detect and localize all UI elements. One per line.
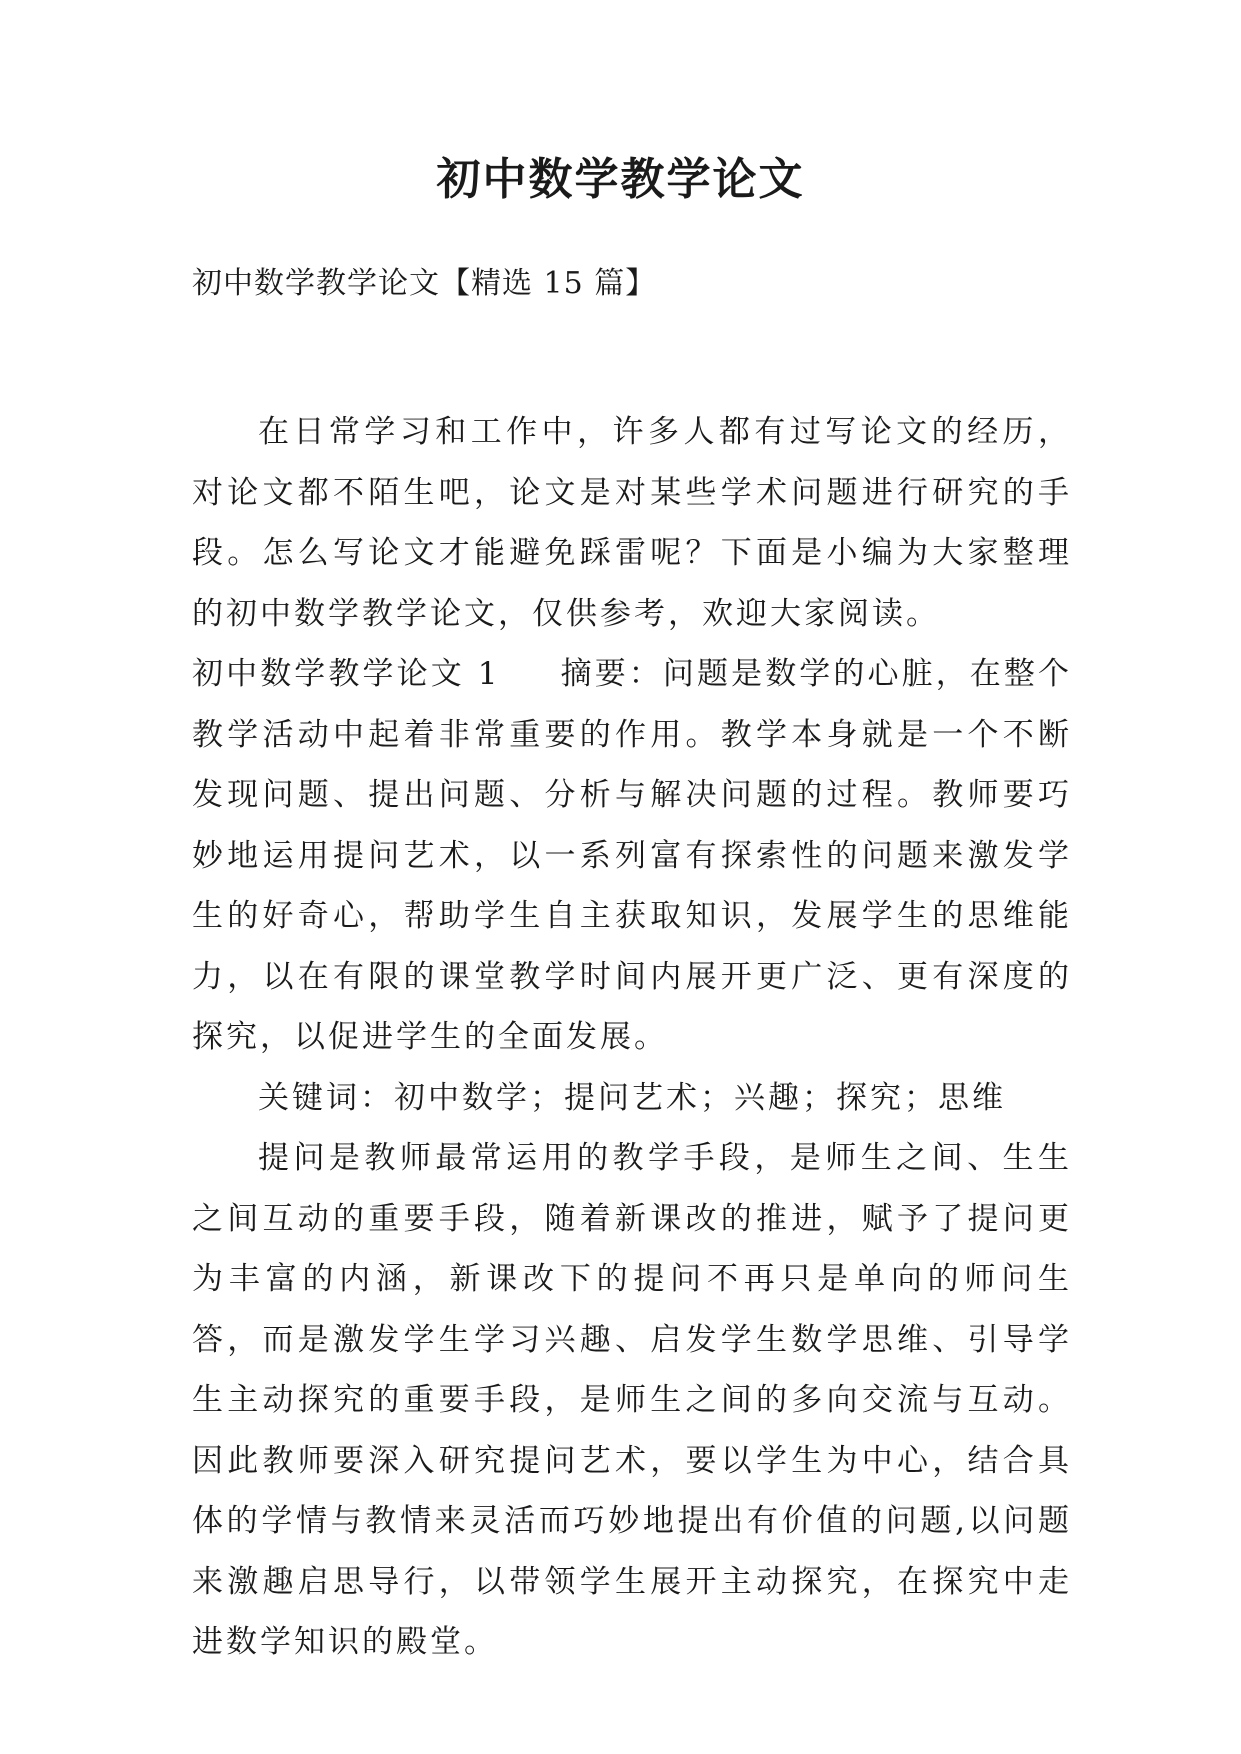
- article-1-abstract-paragraph: [192, 644, 1072, 1068]
- document-title: 初中数学教学论文: [436, 154, 805, 205]
- intro-paragraph: 在日常学习和工作中，许多人都有过写论文的经历，对论文都不陌生吧，论文是对某些学术问题进行研究的手段。怎么写论文才能避免踩雷呢？下面是小编为大家整理的初中数学教学论文，仅供参考，欢迎大家阅读。: [192, 414, 1072, 632]
- body-paragraph-1: 提问是教师最常运用的教学手段，是师生之间、生生之间互动的重要手段，随着新课改的推进，赋予了提问更为丰富的内涵，新课改下的提问不再只是单向的师问生答，而是激发学生学习兴趣、启发学生数学思维、引导学生主动探究的重要手段，是师生之间的多向交流与互动。因此教师要深入研究提问艺术，要以学生为中心，结合具体的学情与教情来灵活而巧妙地提出有价值的问题,以问题来激趣启思导行，以带领学生展开主动探究，在探究中走进数学知识的殿堂。: [192, 1140, 1072, 1660]
- article-1-heading: 初中数学教学论文 1: [192, 656, 501, 692]
- document-body: [192, 402, 1072, 1673]
- document-subtitle: 初中数学教学论文【精选 15 篇】: [192, 266, 657, 301]
- keywords-paragraph: 关键词：初中数学；提问艺术；兴趣；探究；思维: [258, 1079, 1006, 1116]
- article-1-abstract: 摘要：问题是数学的心脏，在整个教学活动中起着非常重要的作用。教学本身就是一个不断发现问题、提出问题、分析与解决问题的过程。教师要巧妙地运用提问艺术，以一系列富有探索性的问题来激发学生的好奇心，帮助学生自主获取知识，发展学生的思维能力，以在有限的课堂教学时间内展开更广泛、更有深度的探究，以促进学生的全面发展。: [192, 656, 1073, 1055]
